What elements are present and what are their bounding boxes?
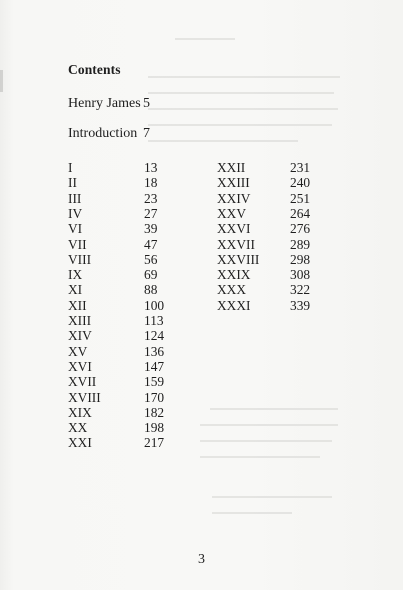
toc-chapter-row: [68, 359, 178, 374]
toc-entry-title: Introduction: [68, 126, 138, 141]
chapter-numeral: XXVI: [217, 221, 251, 237]
chapter-page-number: 251: [290, 190, 311, 206]
toc-entry-page: 5: [143, 96, 150, 111]
toc-chapter-row: [68, 160, 178, 175]
toc-chapter-row: [68, 405, 178, 420]
toc-entry-page: 7: [143, 126, 150, 141]
chapter-page-number: 100: [144, 297, 165, 313]
toc-chapter-row: [68, 390, 178, 405]
toc-chapter-row: [68, 435, 178, 450]
chapter-page-number: 39: [144, 221, 158, 237]
toc-chapter-row: [68, 298, 178, 313]
chapter-page-number: 322: [290, 282, 311, 298]
chapter-numeral: VIII: [68, 251, 92, 267]
chapter-numeral: II: [68, 175, 77, 191]
chapter-page-number: 23: [144, 190, 158, 206]
toc-chapter-row: [68, 267, 178, 282]
toc-chapter-row: [217, 160, 327, 175]
toc-chapter-row: [217, 282, 327, 297]
chapter-numeral: XXII: [217, 160, 246, 175]
chapter-numeral: III: [68, 190, 82, 206]
chapter-numeral: XXVIII: [217, 251, 260, 267]
chapter-page-number: 276: [290, 221, 311, 237]
chapter-numeral: XXX: [217, 282, 247, 298]
toc-chapter-row: [68, 328, 178, 343]
chapter-numeral: IV: [68, 205, 83, 221]
chapter-page-number: 13: [144, 160, 158, 175]
chapter-numeral: XVI: [68, 358, 92, 374]
toc-chapter-row: [217, 252, 327, 267]
chapter-page-number: 231: [290, 160, 311, 175]
toc-chapter-row: [217, 191, 327, 206]
chapter-numeral: XXV: [217, 205, 247, 221]
toc-chapter-row: [217, 267, 327, 282]
toc-entry-title: Henry James: [68, 96, 141, 111]
toc-chapter-row: [68, 237, 178, 252]
toc-chapter-row: [68, 344, 178, 359]
chapter-numeral: XIX: [68, 404, 92, 420]
chapter-numeral: XVIII: [68, 389, 101, 405]
toc-chapter-row: [217, 221, 327, 236]
toc-chapter-row: [68, 221, 178, 236]
chapter-page-number: 159: [144, 374, 165, 390]
chapter-page-number: 217: [144, 435, 165, 451]
chapter-numeral: IX: [68, 267, 83, 283]
chapter-numeral: XI: [68, 282, 83, 298]
chapter-numeral: XXIV: [217, 190, 251, 206]
chapter-page-number: 298: [290, 251, 311, 267]
chapter-page-number: 47: [144, 236, 158, 252]
toc-chapter-row: [68, 206, 178, 221]
chapter-page-number: 18: [144, 175, 158, 191]
chapter-page-number: 289: [290, 236, 311, 252]
toc-chapter-row: [68, 191, 178, 206]
chapter-page-number: 264: [290, 205, 311, 221]
toc-chapter-row: [68, 282, 178, 297]
toc-chapter-row: [217, 298, 327, 313]
contents-heading: Contents: [68, 62, 121, 77]
chapter-numeral: VI: [68, 221, 83, 237]
toc-chapter-row: [68, 175, 178, 190]
chapter-numeral: XII: [68, 297, 87, 313]
chapter-page-number: 182: [144, 404, 165, 420]
chapter-page-number: 27: [144, 205, 158, 221]
chapter-page-number: 240: [290, 175, 311, 191]
toc-chapter-row: [68, 313, 178, 328]
chapter-page-number: 56: [144, 251, 158, 267]
toc-chapter-row: [217, 237, 327, 252]
chapter-page-number: 113: [144, 313, 164, 328]
toc-entry-introduction: [68, 126, 188, 142]
chapter-page-number: 308: [290, 267, 311, 283]
chapter-numeral: XXVII: [217, 236, 255, 252]
chapter-page-number: 198: [144, 420, 165, 436]
chapter-numeral: VII: [68, 236, 87, 252]
page-number: 3: [198, 552, 205, 567]
chapter-numeral: XXXI: [217, 297, 251, 313]
chapter-page-number: 136: [144, 343, 165, 359]
toc-chapter-row: [68, 252, 178, 267]
toc-chapter-row: [217, 206, 327, 221]
chapter-list-left: [68, 160, 178, 450]
toc-entry-henry-james: [68, 96, 188, 112]
toc-chapter-row: [217, 175, 327, 190]
toc-chapter-row: [68, 420, 178, 435]
chapter-numeral: I: [68, 160, 73, 175]
chapter-numeral: XVII: [68, 374, 97, 390]
page-edge-mark: [0, 70, 3, 92]
chapter-numeral: XXIII: [217, 175, 250, 191]
chapter-numeral: XIV: [68, 328, 92, 344]
chapter-page-number: 170: [144, 389, 165, 405]
chapter-page-number: 88: [144, 282, 158, 298]
chapter-numeral: XIII: [68, 313, 92, 328]
chapter-page-number: 124: [144, 328, 165, 344]
chapter-numeral: XX: [68, 420, 88, 436]
chapter-page-number: 339: [290, 297, 311, 313]
toc-chapter-row: [68, 374, 178, 389]
chapter-page-number: 147: [144, 358, 165, 374]
chapter-numeral: XXIX: [217, 267, 251, 283]
chapter-list-right: [217, 160, 327, 320]
chapter-page-number: 69: [144, 267, 158, 283]
chapter-numeral: XXI: [68, 435, 92, 451]
chapter-numeral: XV: [68, 343, 88, 359]
